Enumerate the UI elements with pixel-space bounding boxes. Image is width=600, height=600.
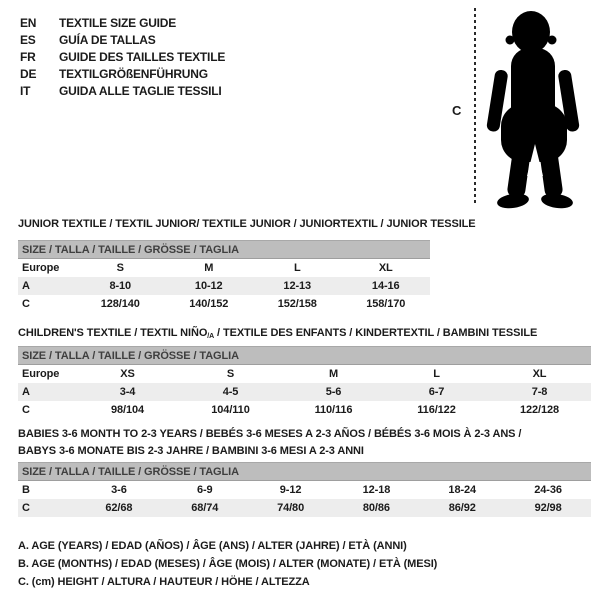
legend-note-line: B. AGE (MONTHS) / EDAD (MESES) / ÂGE (MOIS) / ALTER (MONATE) / ETÀ (MESI) xyxy=(18,558,438,570)
children-size-table xyxy=(18,346,591,419)
table-row-label: C xyxy=(22,404,30,416)
language-title: GUÍA DE TALLAS xyxy=(59,32,156,47)
size-table-header: SIZE / TALLA / TAILLE / GRÖSSE / TAGLIA xyxy=(18,346,591,365)
table-cell: 9-12 xyxy=(279,484,302,496)
language-row xyxy=(20,82,225,99)
table-cell: 12-18 xyxy=(362,484,391,496)
table-cell: 158/170 xyxy=(366,298,406,310)
babies-size-table xyxy=(18,462,591,517)
table-row-label: A xyxy=(22,280,30,292)
table-row xyxy=(18,277,430,295)
language-code: EN xyxy=(20,15,37,30)
legend-note-line: A. AGE (YEARS) / EDAD (AÑOS) / ÂGE (ANS) / ALTER (JAHRE) / ETÀ (ANNI) xyxy=(18,540,407,552)
table-cell: 122/128 xyxy=(519,404,560,416)
height-measure-dashed-line xyxy=(474,8,476,206)
language-list xyxy=(20,14,225,99)
table-cell: XL xyxy=(532,368,547,380)
table-row-label: B xyxy=(22,484,30,496)
table-cell: 104/110 xyxy=(211,404,250,416)
table-cell: 152/158 xyxy=(277,298,317,310)
table-row-label: Europe xyxy=(22,368,60,380)
babies-title-line1: BABIES 3-6 MONTH TO 2-3 YEARS / BEBÉS 3-6 MESES A 2-3 AÑOS / BÉBÉS 3-6 MOIS À 2-3 ANS / xyxy=(18,428,522,440)
table-row xyxy=(18,401,591,419)
table-cell: 86/92 xyxy=(448,502,476,514)
table-cell: 140/152 xyxy=(189,298,229,310)
babies-title-line2: BABYS 3-6 MONATE BIS 2-3 JAHRE / BAMBINI 3-6 MESI A 2-3 ANNI xyxy=(18,445,364,457)
table-cell: S xyxy=(226,368,235,380)
table-cell: 4-5 xyxy=(222,386,239,398)
table-cell: 98/104 xyxy=(110,404,145,416)
legend-notes xyxy=(18,537,437,591)
language-row xyxy=(20,31,225,48)
table-cell: 116/122 xyxy=(417,404,456,416)
children-title-post: / TEXTILE DES ENFANTS / KINDERTEXTIL / BAMBINI TESSILE xyxy=(214,327,538,339)
table-cell: 8-10 xyxy=(109,280,132,292)
table-row xyxy=(18,383,591,401)
table-cell: 10-12 xyxy=(194,280,223,292)
table-cell: 3-6 xyxy=(111,484,127,496)
toddler-silhouette-image xyxy=(478,4,600,212)
language-code: DE xyxy=(20,66,37,81)
table-row xyxy=(18,365,591,383)
table-cell: 68/74 xyxy=(191,502,219,514)
table-cell: 5-6 xyxy=(325,386,342,398)
children-section-title xyxy=(18,327,537,340)
table-cell: 62/68 xyxy=(105,502,133,514)
language-title: TEXTILE SIZE GUIDE xyxy=(59,15,177,30)
height-measure-label: C xyxy=(452,103,462,118)
language-title: GUIDA ALLE TAGLIE TESSILI xyxy=(59,83,222,98)
language-code: ES xyxy=(20,32,36,47)
table-row-label: C xyxy=(22,298,30,310)
table-row-label: C xyxy=(22,502,30,514)
table-cell: L xyxy=(293,262,301,274)
junior-size-table xyxy=(18,240,430,313)
table-cell: 80/86 xyxy=(362,502,390,514)
table-cell: 128/140 xyxy=(100,298,140,310)
language-row xyxy=(20,14,225,31)
language-row xyxy=(20,48,225,65)
language-row xyxy=(20,65,225,82)
language-title: GUIDE DES TAILLES TEXTILE xyxy=(59,49,226,64)
language-code: FR xyxy=(20,49,36,64)
table-cell: XS xyxy=(120,368,135,380)
size-table-header: SIZE / TALLA / TAILLE / GRÖSSE / TAGLIA xyxy=(18,240,430,259)
table-row xyxy=(18,499,591,517)
table-cell: L xyxy=(433,368,440,380)
babies-section-title xyxy=(18,426,521,460)
table-cell: M xyxy=(328,368,339,380)
language-title: TEXTILGRÖßENFÜHRUNG xyxy=(59,66,208,81)
table-cell: 12-13 xyxy=(283,280,312,292)
language-code: IT xyxy=(20,83,31,98)
table-cell: 110/116 xyxy=(314,404,353,416)
table-cell: 18-24 xyxy=(448,484,477,496)
table-row-label: Europe xyxy=(22,262,60,274)
table-row-label: A xyxy=(22,386,30,398)
children-title-subscript: /A xyxy=(207,333,215,340)
table-cell: 74/80 xyxy=(277,502,305,514)
table-cell: 6-7 xyxy=(428,386,445,398)
table-cell: XL xyxy=(378,262,393,274)
table-row xyxy=(18,481,591,499)
table-row xyxy=(18,295,430,313)
table-cell: 14-16 xyxy=(371,280,400,292)
table-cell: 92/98 xyxy=(534,502,562,514)
legend-note-line: C. (cm) HEIGHT / ALTURA / HAUTEUR / HÖHE / ALTEZZA xyxy=(18,576,310,588)
table-cell: M xyxy=(204,262,214,274)
table-cell: S xyxy=(116,262,124,274)
table-cell: 6-9 xyxy=(196,484,213,496)
table-row xyxy=(18,259,430,277)
table-cell: 24-36 xyxy=(534,484,562,496)
table-cell: 3-4 xyxy=(119,386,136,398)
children-title-pre: CHILDREN'S TEXTILE / TEXTIL NIÑO xyxy=(18,327,208,339)
junior-section-title: JUNIOR TEXTILE / TEXTIL JUNIOR/ TEXTILE JUNIOR / JUNIORTEXTIL / JUNIOR TESSILE xyxy=(18,218,476,230)
table-cell: 7-8 xyxy=(531,386,548,398)
size-table-header: SIZE / TALLA / TAILLE / GRÖSSE / TAGLIA xyxy=(18,462,591,481)
